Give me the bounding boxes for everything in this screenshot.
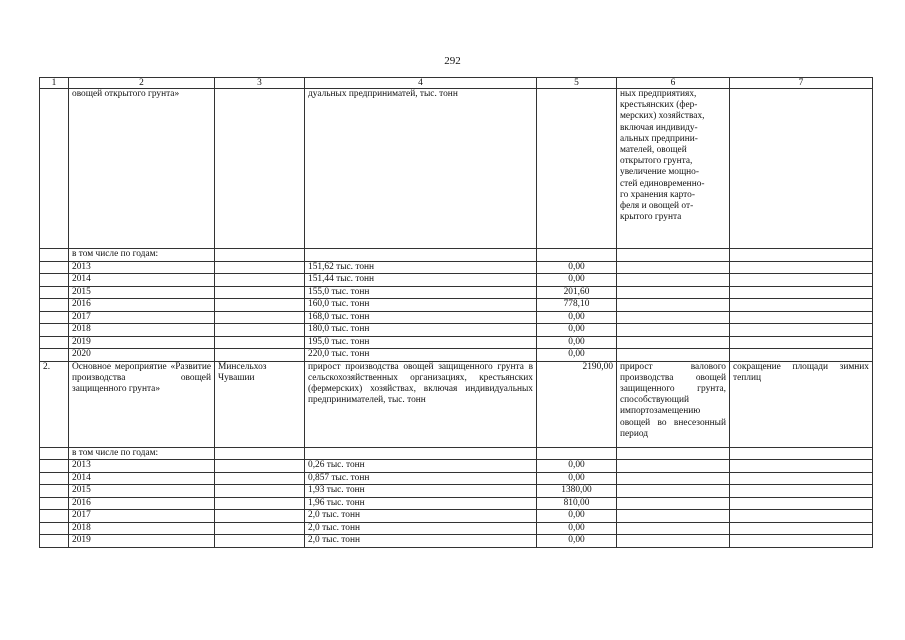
cell — [730, 510, 873, 523]
cell — [40, 324, 69, 337]
cell — [730, 447, 873, 460]
value-cell: 0,00 — [537, 324, 617, 337]
column-number: 3 — [215, 78, 305, 89]
amount-cell: 151,44 тыс. тонн — [305, 274, 537, 287]
cell — [730, 460, 873, 473]
cell — [40, 485, 69, 498]
column-number: 2 — [69, 78, 215, 89]
cell-event-name: овощей открытого грунта» — [69, 89, 215, 249]
cell — [537, 447, 617, 460]
amount-cell: 2,0 тыс. тонн — [305, 510, 537, 523]
year-row — [40, 324, 873, 337]
year-cell: 2019 — [69, 535, 215, 548]
cell — [215, 261, 305, 274]
year-row — [40, 472, 873, 485]
continuation-row — [40, 89, 873, 249]
cell — [40, 274, 69, 287]
cell — [617, 336, 730, 349]
year-cell: 2015 — [69, 286, 215, 299]
amount-cell: 168,0 тыс. тонн — [305, 311, 537, 324]
cell — [730, 497, 873, 510]
year-cell: 2016 — [69, 299, 215, 312]
amount-cell: 0,857 тыс. тонн — [305, 472, 537, 485]
cell-indicator: прирост производства овощей защищенного грунта в сельскохозяйственных организациях, крестьянских (фермерских) хозяйствах, включая индивидуальных предпринимателей, тыс. тонн — [305, 361, 537, 447]
year-row — [40, 485, 873, 498]
cell — [730, 522, 873, 535]
year-row — [40, 349, 873, 362]
cell-expected-result: прирост валового производства овощей защищенного грунта, способствующий импортозамещению овощей во внесезонный период — [617, 361, 730, 447]
cell — [730, 472, 873, 485]
amount-cell: 2,0 тыс. тонн — [305, 522, 537, 535]
cell — [40, 336, 69, 349]
cell — [730, 299, 873, 312]
amount-cell: 180,0 тыс. тонн — [305, 324, 537, 337]
year-cell: 2014 — [69, 472, 215, 485]
cell — [617, 472, 730, 485]
cell — [617, 447, 730, 460]
year-cell: 2019 — [69, 336, 215, 349]
row-number: 2. — [40, 361, 69, 447]
year-row — [40, 510, 873, 523]
years-label: в том числе по годам: — [69, 249, 215, 262]
cell — [617, 535, 730, 548]
column-number: 5 — [537, 78, 617, 89]
row-2 — [40, 361, 873, 447]
value-cell: 0,00 — [537, 535, 617, 548]
cell — [617, 299, 730, 312]
value-cell: 0,00 — [537, 261, 617, 274]
year-row — [40, 261, 873, 274]
cell-consequence: сокращение площади зимних теплиц — [730, 361, 873, 447]
cell — [40, 89, 69, 249]
year-row — [40, 522, 873, 535]
cell — [40, 311, 69, 324]
cell — [215, 497, 305, 510]
cell — [215, 460, 305, 473]
year-row — [40, 311, 873, 324]
cell — [730, 261, 873, 274]
value-cell: 0,00 — [537, 274, 617, 287]
amount-cell: 155,0 тыс. тонн — [305, 286, 537, 299]
year-cell: 2020 — [69, 349, 215, 362]
cell — [617, 261, 730, 274]
column-number: 7 — [730, 78, 873, 89]
cell — [730, 324, 873, 337]
cell — [40, 249, 69, 262]
cell — [215, 510, 305, 523]
cell — [617, 510, 730, 523]
cell — [215, 336, 305, 349]
year-cell: 2016 — [69, 497, 215, 510]
value-cell: 0,00 — [537, 349, 617, 362]
cell — [730, 336, 873, 349]
cell — [215, 535, 305, 548]
value-cell: 0,00 — [537, 311, 617, 324]
value-cell: 0,00 — [537, 472, 617, 485]
cell — [40, 447, 69, 460]
amount-cell: 1,93 тыс. тонн — [305, 485, 537, 498]
cell — [40, 299, 69, 312]
cell — [617, 522, 730, 535]
value-cell: 810,00 — [537, 497, 617, 510]
cell — [730, 249, 873, 262]
year-cell: 2013 — [69, 460, 215, 473]
cell-consequence — [730, 89, 873, 249]
cell — [617, 485, 730, 498]
year-row — [40, 336, 873, 349]
cell-executor: Минсельхоз Чувашии — [215, 361, 305, 447]
cell — [617, 324, 730, 337]
year-row — [40, 497, 873, 510]
year-row — [40, 274, 873, 287]
column-number: 4 — [305, 78, 537, 89]
amount-cell: 0,26 тыс. тонн — [305, 460, 537, 473]
cell — [40, 522, 69, 535]
amount-cell: 2,0 тыс. тонн — [305, 535, 537, 548]
cell — [305, 447, 537, 460]
amount-cell: 1,96 тыс. тонн — [305, 497, 537, 510]
years-label-row — [40, 249, 873, 262]
year-row — [40, 299, 873, 312]
amount-cell: 220,0 тыс. тонн — [305, 349, 537, 362]
cell — [617, 311, 730, 324]
cell — [617, 286, 730, 299]
cell — [40, 460, 69, 473]
cell — [617, 249, 730, 262]
year-cell: 2018 — [69, 522, 215, 535]
cell — [305, 249, 537, 262]
column-number-row — [40, 78, 873, 89]
cell-funding — [537, 89, 617, 249]
value-cell: 0,00 — [537, 336, 617, 349]
amount-cell: 160,0 тыс. тонн — [305, 299, 537, 312]
column-number: 6 — [617, 78, 730, 89]
cell — [617, 460, 730, 473]
cell — [730, 311, 873, 324]
cell — [215, 485, 305, 498]
years-label-row — [40, 447, 873, 460]
cell — [617, 274, 730, 287]
value-cell: 1380,00 — [537, 485, 617, 498]
cell — [730, 485, 873, 498]
cell — [215, 349, 305, 362]
cell — [215, 324, 305, 337]
year-row — [40, 460, 873, 473]
program-table — [39, 77, 873, 548]
cell — [40, 261, 69, 274]
cell — [40, 497, 69, 510]
year-cell: 2013 — [69, 261, 215, 274]
value-cell: 0,00 — [537, 522, 617, 535]
cell — [617, 497, 730, 510]
value-cell: 778,10 — [537, 299, 617, 312]
cell-executor — [215, 89, 305, 249]
cell — [617, 349, 730, 362]
year-cell: 2015 — [69, 485, 215, 498]
cell — [215, 299, 305, 312]
cell — [215, 447, 305, 460]
year-cell: 2018 — [69, 324, 215, 337]
amount-cell: 151,62 тыс. тонн — [305, 261, 537, 274]
cell-indicator: дуальных предприниматей, тыс. тонн — [305, 89, 537, 249]
cell — [730, 286, 873, 299]
amount-cell: 195,0 тыс. тонн — [305, 336, 537, 349]
cell — [40, 510, 69, 523]
cell-funding: 2190,00 — [537, 361, 617, 447]
cell — [215, 286, 305, 299]
column-number: 1 — [40, 78, 69, 89]
value-cell: 0,00 — [537, 460, 617, 473]
cell-expected-result: ных предприятиях, крестьянских (фер- мерских) хозяйствах, включая индивиду- альных предприни- мателей, овощей открытого грунта, увеличение мощно- стей единовременно- го хранения карто- феля и овощей от- крытого грунта — [617, 89, 730, 249]
value-cell: 201,60 — [537, 286, 617, 299]
cell-event-name: Основное мероприятие «Развитие производства овощей защищенного грунта» — [69, 361, 215, 447]
cell — [730, 349, 873, 362]
cell — [40, 286, 69, 299]
cell — [40, 535, 69, 548]
years-label: в том числе по годам: — [69, 447, 215, 460]
cell — [215, 311, 305, 324]
year-cell: 2014 — [69, 274, 215, 287]
cell — [40, 472, 69, 485]
cell — [40, 349, 69, 362]
value-cell: 0,00 — [537, 510, 617, 523]
cell — [215, 522, 305, 535]
year-cell: 2017 — [69, 311, 215, 324]
year-row — [40, 286, 873, 299]
cell — [730, 535, 873, 548]
year-cell: 2017 — [69, 510, 215, 523]
year-row — [40, 535, 873, 548]
page-number: 292 — [444, 55, 461, 67]
cell — [215, 249, 305, 262]
cell — [537, 249, 617, 262]
cell — [730, 274, 873, 287]
cell — [215, 472, 305, 485]
cell — [215, 274, 305, 287]
